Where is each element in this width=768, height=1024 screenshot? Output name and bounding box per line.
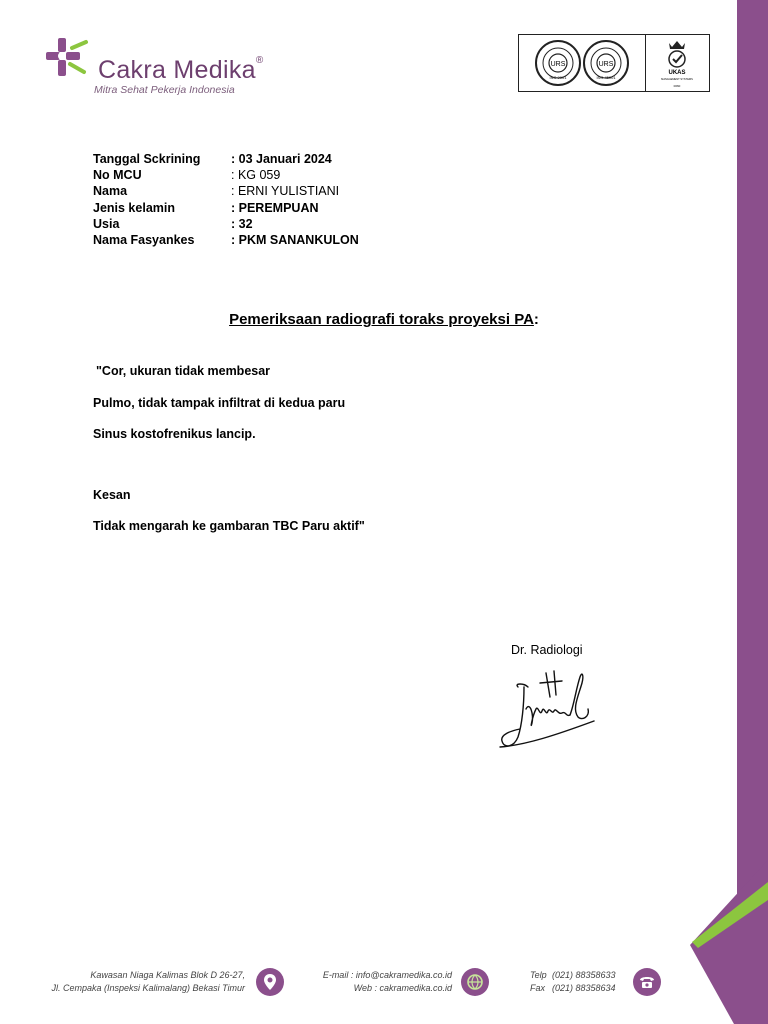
svg-text:MANAGEMENT SYSTEMS: MANAGEMENT SYSTEMS xyxy=(661,78,693,81)
info-value: : PKM SANANKULON xyxy=(231,232,359,247)
page-footer xyxy=(0,962,737,1002)
globe-icon xyxy=(461,968,489,996)
finding-sinus: Sinus kostofrenikus lancip. xyxy=(93,427,256,441)
info-label: Nama xyxy=(93,184,128,199)
radiologist-title: Dr. Radiologi xyxy=(511,643,583,657)
location-pin-icon xyxy=(256,968,284,996)
info-row-age xyxy=(93,216,359,232)
info-row-name xyxy=(93,183,359,199)
footer-address xyxy=(40,969,245,994)
fax-label: Fax xyxy=(530,982,546,993)
brand-name: Cakra Medika® xyxy=(98,55,264,84)
info-value: : PEREMPUAN xyxy=(231,200,319,215)
telp-label: Telp xyxy=(530,970,547,980)
info-value: : 32 xyxy=(231,216,253,231)
svg-text:URS: URS xyxy=(598,61,614,68)
telp-number: (021) 88358633 xyxy=(552,970,616,980)
info-row-mcu xyxy=(93,167,359,183)
footer-phone-fax xyxy=(530,969,622,994)
patient-info-block xyxy=(93,151,359,248)
footer-web: Web : cakramedika.co.id xyxy=(353,982,452,993)
info-row-gender xyxy=(93,200,359,216)
exam-title: Pemeriksaan radiografi toraks proyeksi PA: xyxy=(229,311,539,328)
telephone-icon xyxy=(633,968,661,996)
impression-label: Kesan xyxy=(93,488,131,502)
certification-badges xyxy=(518,34,710,92)
info-row-date xyxy=(93,151,359,167)
info-label: No MCU xyxy=(93,168,142,183)
svg-text:ISO 9001: ISO 9001 xyxy=(549,75,567,80)
ukas-crown-tick-icon xyxy=(657,37,697,89)
info-value: : ERNI YULISTIANI xyxy=(231,184,340,199)
info-label: Tanggal Sckrining xyxy=(93,152,201,166)
info-value: : KG 059 xyxy=(231,168,281,183)
svg-text:URS: URS xyxy=(550,61,566,68)
address-line: Jl. Cempaka (Inspeksi Kalimalang) Bekasi Timur xyxy=(51,982,245,993)
info-row-facility xyxy=(93,232,359,248)
finding-cor: "Cor, ukuran tidak membesar xyxy=(96,364,271,378)
urs-certificates xyxy=(519,35,646,91)
info-value: : 03 Januari 2024 xyxy=(231,152,332,166)
footer-telp xyxy=(530,969,622,982)
finding-pulmo: Pulmo, tidak tampak infiltrat di kedua paru xyxy=(93,396,346,410)
brand-tagline: Mitra Sehat Pekerja Indonesia xyxy=(94,84,235,96)
logo-mark-icon xyxy=(44,34,92,86)
handwritten-signature xyxy=(496,665,598,757)
svg-text:ISO 45001: ISO 45001 xyxy=(596,75,616,80)
svg-text:0060: 0060 xyxy=(673,84,681,88)
urs-iso9001-seal-icon xyxy=(534,39,582,87)
footer-email: E-mail : info@cakramedika.co.id xyxy=(322,970,452,980)
company-logo xyxy=(44,34,264,102)
info-label: Nama Fasyankes xyxy=(93,232,195,247)
urs-iso45001-seal-icon xyxy=(582,39,630,87)
footer-fax xyxy=(530,982,622,995)
svg-text:UKAS: UKAS xyxy=(668,70,686,76)
info-label: Jenis kelamin xyxy=(93,200,175,215)
impression-text: Tidak mengarah ke gambaran TBC Paru aktif" xyxy=(93,519,365,533)
fax-number: (021) 88358634 xyxy=(552,982,616,993)
address-line: Kawasan Niaga Kalimas Blok D 26-27, xyxy=(90,970,245,980)
ukas-certificate xyxy=(646,35,708,91)
info-label: Usia xyxy=(93,216,120,231)
footer-contact-web xyxy=(300,969,452,994)
